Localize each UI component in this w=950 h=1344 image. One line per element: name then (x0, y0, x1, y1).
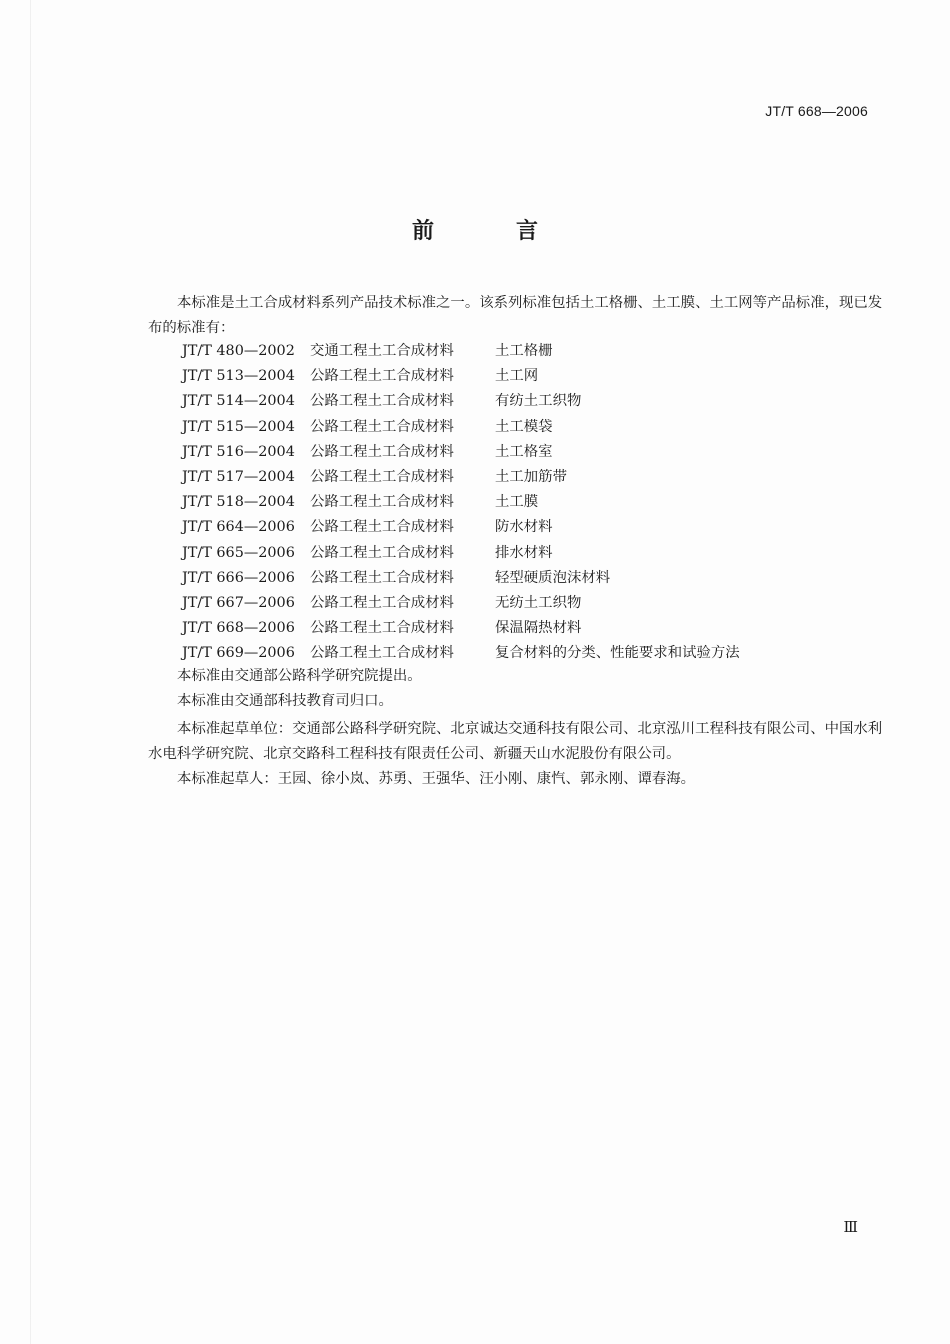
standard-product: 土工膜 (495, 494, 539, 511)
standard-code: JT/T 513—2004 (182, 368, 295, 385)
standard-row (182, 515, 740, 540)
standard-product: 保温隔热材料 (495, 620, 582, 637)
intro-paragraph: 本标准是土工合成材料系列产品技术标准之一。该系列标准包括土工格栅、土工膜、土工网等产品标准，现已发布的标准有： (148, 295, 883, 336)
standard-row (182, 641, 740, 666)
standard-product: 土工网 (495, 368, 539, 385)
standard-product: 土工模袋 (495, 418, 553, 435)
standard-code: JT/T 514—2004 (182, 393, 295, 410)
standard-id: JT/T 668—2006 (765, 103, 868, 119)
standard-code: JT/T 664—2006 (182, 519, 295, 536)
standard-series: 公路工程土工合成材料 (310, 645, 454, 662)
page-number: Ⅲ (843, 1218, 858, 1236)
standard-product: 土工加筋带 (495, 468, 567, 485)
standard-series: 公路工程土工合成材料 (310, 418, 454, 435)
standard-row (182, 616, 740, 641)
standard-row (182, 490, 740, 515)
in-charge-paragraph: 本标准由交通部科技教育司归口。 (177, 693, 393, 709)
standard-product: 无纺土工织物 (495, 594, 582, 611)
standard-code: JT/T 518—2004 (182, 494, 295, 511)
standard-code: JT/T 515—2004 (182, 418, 295, 435)
standard-row (182, 440, 740, 465)
standard-product: 复合材料的分类、性能要求和试验方法 (495, 645, 740, 662)
standard-code: JT/T 669—2006 (182, 645, 295, 662)
standard-code: JT/T 516—2004 (182, 443, 295, 460)
standard-series: 交通工程土工合成材料 (310, 343, 454, 359)
scan-edge-line (30, 0, 31, 1344)
standard-row (182, 415, 740, 440)
standard-row (182, 541, 740, 566)
standard-product: 土工格栅 (495, 343, 553, 359)
standard-series: 公路工程土工合成材料 (310, 494, 454, 511)
standard-code: JT/T 667—2006 (182, 594, 295, 611)
page-title: 前 言 (411, 219, 568, 244)
standard-code: JT/T 668—2006 (182, 620, 295, 637)
standard-row (182, 566, 740, 591)
standard-product: 轻型硬质泡沫材料 (495, 569, 611, 586)
standards-list (182, 339, 740, 666)
standard-row (182, 465, 740, 490)
proposed-by-paragraph: 本标准由交通部公路科学研究院提出。 (177, 668, 422, 684)
standard-series: 公路工程土工合成材料 (310, 393, 454, 410)
standard-series: 公路工程土工合成材料 (310, 594, 454, 611)
standard-row (182, 389, 740, 414)
standard-code: JT/T 480—2002 (182, 343, 295, 359)
standard-row (182, 591, 740, 616)
standard-product: 排水材料 (495, 544, 553, 561)
standard-series: 公路工程土工合成材料 (310, 544, 454, 561)
standard-code: JT/T 665—2006 (182, 544, 295, 561)
standard-product: 有纺土工织物 (495, 393, 582, 410)
standard-code: JT/T 666—2006 (182, 569, 295, 586)
standard-product: 防水材料 (495, 519, 553, 536)
standard-series: 公路工程土工合成材料 (310, 620, 454, 637)
standard-row (182, 339, 740, 364)
drafting-units-paragraph: 本标准起草单位：交通部公路科学研究院、北京诚达交通科技有限公司、北京泓川工程科技有限公司、中国水利水电科学研究院、北京交路科工程科技有限责任公司、新疆天山水泥股份有限公司。 (148, 721, 883, 762)
standard-row (182, 364, 740, 389)
standard-series: 公路工程土工合成材料 (310, 468, 454, 485)
standard-code: JT/T 517—2004 (182, 468, 295, 485)
drafters-paragraph: 本标准起草人：王园、徐小岚、苏勇、王强华、汪小刚、康忾、郭永刚、谭春海。 (177, 771, 696, 787)
standard-series: 公路工程土工合成材料 (310, 519, 454, 536)
standard-series: 公路工程土工合成材料 (310, 443, 454, 460)
standard-series: 公路工程土工合成材料 (310, 368, 454, 385)
standard-product: 土工格室 (495, 443, 553, 460)
standard-series: 公路工程土工合成材料 (310, 569, 454, 586)
